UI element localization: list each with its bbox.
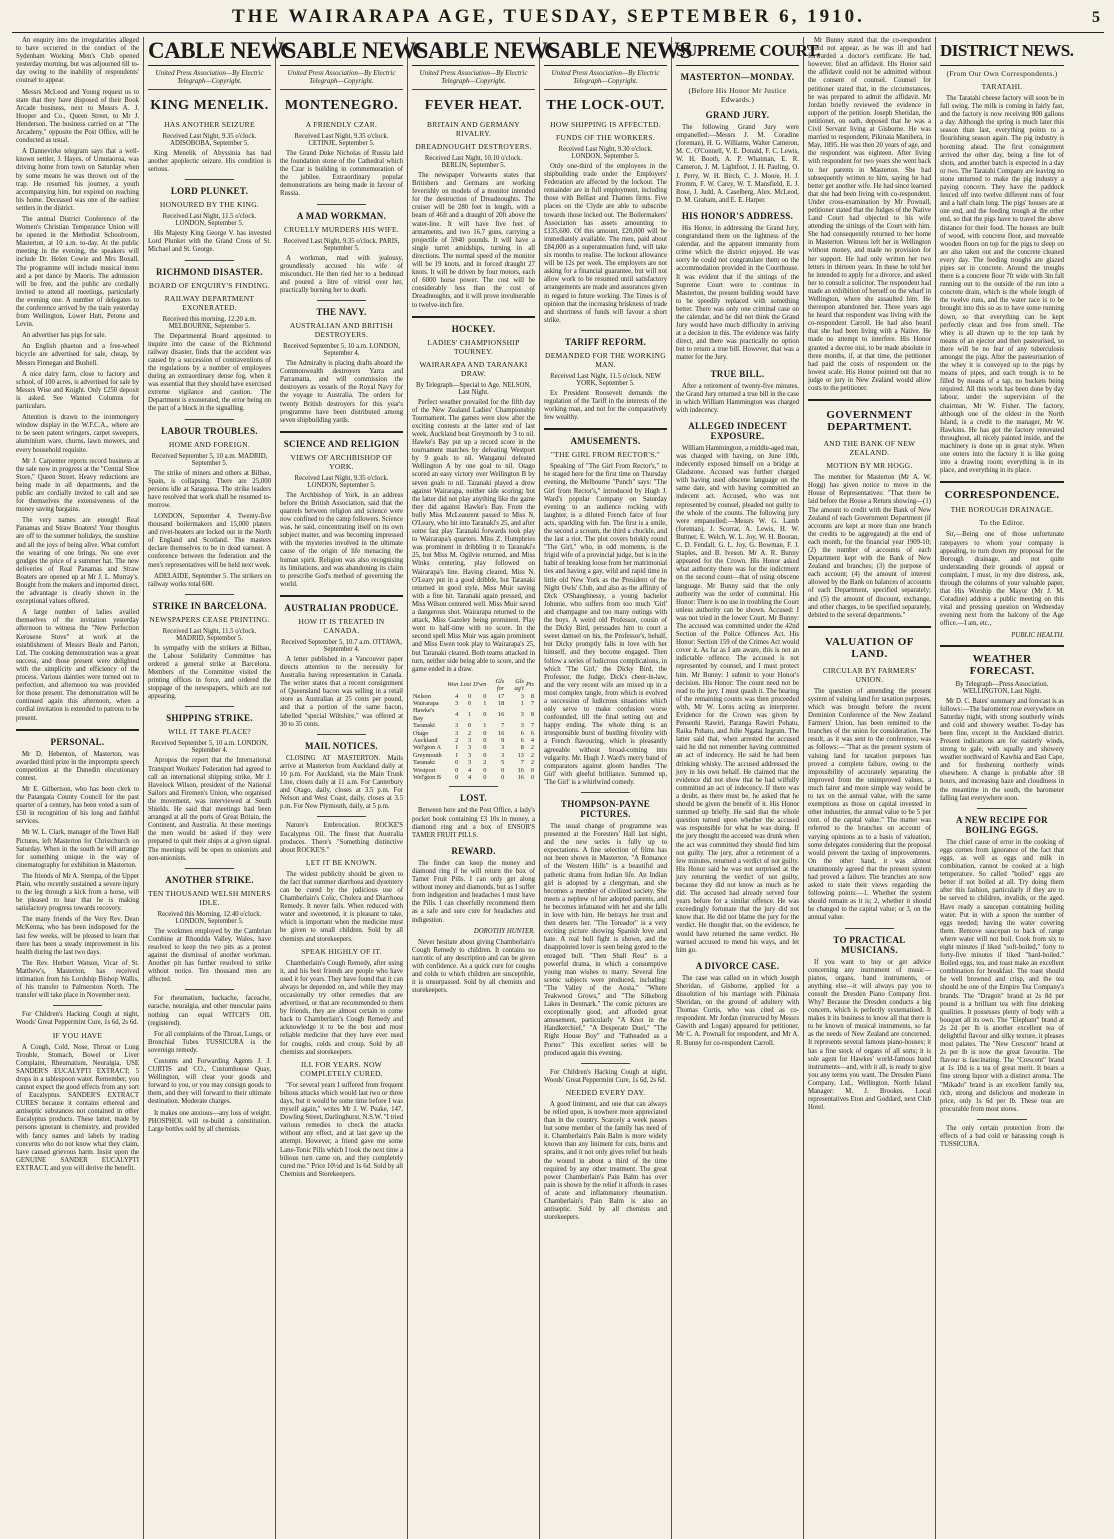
headline: ALLEGED INDECENT EXPOSURE. bbox=[688, 420, 787, 441]
advert-heading: REWARD. bbox=[451, 845, 496, 856]
table-cell: 4 bbox=[467, 774, 472, 782]
table-cell: 3 bbox=[455, 729, 459, 737]
headline: A NEW RECIPE FOR BOILING EGGS. bbox=[956, 814, 1048, 835]
paragraph: Apropos the report that the International Transport Workers' Federation had agreed to call an international shipping strike, Mr J. Havelock Wilson, president of the National Sailors and Firemen's Union, who organised the movement, was interviewed at South Shields. He said that meetings had been arranged at all the ports of Great Britain, the Continent, and Australia. At these meetings the men would be asked if they were prepared to quit their ships at a given signal. The meetings will be open to unionists and non-unionists. bbox=[148, 757, 271, 862]
table-cell: 0 bbox=[483, 729, 487, 737]
subheadline: NEWSPAPERS CEASE PRINTING. bbox=[149, 614, 270, 624]
paragraph: The question of amending the present system of valuing land for taxation purposes, which was brought before the recent Dominion Conference of the New Zealand Farmers' Union, has been remitted to the branches of the union for consideration. The result, as it was sent to the conference, was as follows:—"That as the present system of valuing land for taxation purposes has proved a complete failure, owing to the impossibility of accurately separating the improved from the unimproved values, a much fairer and more simple way would be to tax on the annual value, with the same exemptions as those on capital invested in other industries, the annual value to be 5 per cent. of the capital value." The matter was referred to the branches on account of varying opinions as to a basis of valuation, some delegates considering that the proposal would prevent the taxing of improvements. On the other hand, it was almost unanimously agreed that the present system had proved a failure. The branches are now asked to state their views regarding the following points:—1. Whether the system should remain as it is; 2, whether it should be changed to the capital value; or 3, on the annual value. bbox=[808, 687, 931, 922]
paragraph: An English phaeton and a free-wheel bicycle are advertised for sale, cheap, by Messrs Finnegan and Bushell. bbox=[16, 343, 139, 367]
paragraph: A large number of ladies availed themselves of the invitation yesterday afternoon to witness the "New Perfection Kerosene Stove" at work at the establishment of Messrs Beale and Parton, Ltd. The cooking demonstration was a great success, and those present were delighted with the simplicity and efficiency of the process. Various dainties were turned out to perfection, and afternoon tea was provided for those present. The demonstration will be continued again this afternoon, when a cordial invitation is extended to patrons to be present. bbox=[16, 609, 139, 722]
paragraph: A letter published in a Vancouver paper directs attention to the necessity for Australia having representation in Canada. The writer states that a recent consignment of Queensland bacon was selling in a retail store as Australian at 25 cents per pound, and that a portion of the same bacon, labelled "special Wiltshire," was offered at 30 to 35 cents. bbox=[280, 655, 403, 728]
dateline: Received Last Night, 9.35 o'clock. CETINJE, September 5. bbox=[294, 133, 389, 147]
divider bbox=[977, 1119, 1027, 1120]
paragraph: The Taratahi cheese factory will soon be in full swing. The milk is coming in fairly fast, and the factory is now receiving 800 gallons a day. Although the spring is much later this season than last, everything points to a flourishing season again. The pig industry is booming ahead. The first consignment arrived the other day, being a fine lot of shots, and another batch is expected in a day or two. The Taratahi Company are leaving no stone unturned to make the pig industry a paying concern. They have the paddock fenced off into twelve different runs of four and a half chain long. The pigs' houses are at one end, and the feeding trough at the other end, so that the pigs have to travel the above distance for their food. The houses are built of wood, with concrete floor, and moveable wooden floors on top for the pigs to sleep on are also taken out and the concrete cleaned every day. The feeding troughs are glazed pipes set in concrete. Around the troughs there is a concrete floor 7ft wide with 3in fall running out to the outside of the run into a concrete drain, which is the whole length of the twelve runs, and the water race is to be brought into this so as to have some running down, so that everything can be kept perfectly clean and free from smell. The whey is all drawn up to the top tank by means of an ejector and then pasteurised, so there will be no fear of any tuberculosis amongst the pigs. After the pasteurisation of the whey it is conveyed up to the pigs by means of pipes, and each trough is to be filled by means of a tap, no buckets being required. All this work has been done by day labour, under the supervision of the chairman, Mr W. Fisher. The factory, although one of the oldest in the North Island, is a credit to the manager, Mr W. Hawkins. He has got the factory renovated throughout, all nicely painted inside, and the machinery is done up in great style. When one enters into the factory it is like going into a drawing room; everything is in its place, and everything in its place. bbox=[940, 95, 1064, 475]
advert-heading: LET IT BE KNOWN. bbox=[305, 857, 378, 867]
headline: TARIFF REFORM. bbox=[564, 336, 647, 347]
paragraph: The usual change of programme was presented at the Foresters' Hall last night, and the new series is fully up to expectations. A fine selection of films has not been shown in Masterton. "A Romance of the Western Hills" is a beautiful and pathetic drama from Indian life. An Indian girl is adopted by a clergyman, and she becomes a member of civilized society. She meets a nephew of her adopted parents, and he becomes infatuated with her and she falls in love with him. He betrays her trust and then deserts her. "The Toreador" is a very exciting picture showing Spanish love and hate. A real bull fight is shown, and the disappointed lover is seen being gored to the enraged bull. "Then Shall Rest" is a powerful drama, in which a consumptive young man wishes to marry. Several fine scenic subjects were produced, including: "The Valley of the Aosta," "Where Teakwood Grows," and "The Silkeborg Lakes in Denmark." The comic pictures are exceptionally good, and afforded great amusement, particularly "A Knot in the Handkerchief," "A Desperate Duel," "The Right House Boy" and "Fatheaded as a Porter." This excellent series will be produced again this evening. bbox=[544, 823, 667, 1057]
cable-news-banner: CABLE NEWS bbox=[544, 37, 667, 66]
table-cell: 5 bbox=[501, 759, 505, 767]
table-cell: 3 bbox=[467, 737, 472, 745]
subheadline: DREADNOUGHT DESTROYERS. bbox=[415, 142, 532, 151]
dateline: By Telegraph—Press Association. WELLINGTON, Last Night. bbox=[955, 680, 1049, 695]
advert: The only certain protection from the effects of a bad cold or harassing cough is TUSSICURA. bbox=[940, 1124, 1064, 1149]
subheadline: AND THE BANK OF NEW ZEALAND. bbox=[823, 439, 916, 458]
cable-news-banner: CABLE NEWS bbox=[280, 37, 403, 66]
table-cell: 16 bbox=[497, 729, 505, 737]
dateline: Received Last Night, 10.10 o'clock. BERLIN, September 5. bbox=[424, 155, 523, 169]
table-cell: 3 bbox=[455, 700, 459, 707]
table-row bbox=[412, 700, 535, 707]
subheadline: THE BOROUGH DRAINAGE. bbox=[950, 505, 1054, 515]
table-cell: 8 bbox=[530, 692, 534, 700]
column-local-news bbox=[12, 37, 144, 1539]
headline: SCIENCE AND RELIGION bbox=[283, 438, 400, 449]
subheadline: WILL IT TAKE PLACE? bbox=[167, 727, 252, 737]
divider bbox=[280, 595, 403, 597]
table-cell: 2 bbox=[455, 737, 459, 745]
divider bbox=[16, 729, 139, 731]
table-cell: 3 bbox=[520, 711, 524, 719]
table-row bbox=[412, 767, 535, 774]
table-cell: 2 bbox=[530, 751, 534, 759]
divider bbox=[185, 179, 234, 180]
table-header-cell: Gls ag't bbox=[514, 677, 524, 693]
table-cell: Taranaki bbox=[413, 759, 435, 767]
dateline: By Telegraph—Special to Age. NELSON, Last Night. bbox=[416, 381, 531, 396]
subheadline: TEN THOUSAND WELSH MINERS IDLE. bbox=[148, 888, 271, 907]
paragraph: Only one-third of the employees in the shipbuilding trade under the Employers' Federation are affected by the lockout. The remainder are in full employment, including those with Belfast and Thames firms. Five places on the Clyde are able to subscribe towards those locked out. The Boilermakers' Association has assets amounting to £135,600. Of this amount, £20,000 will be immediately available. The men, paid about £84,000 as a superannuation fund, will take six months to realise. The lockout allowance will be 12s per week. The employers are not asking for a financial guarantee, but will not allow work to be resumed until satisfactory arrangements are made and assurances given in regard to future working. The Times is of opinion that the increasing briskness of trade and shortness of funds will favour a short strike. bbox=[544, 163, 667, 324]
table-cell: Greymouth bbox=[413, 751, 442, 759]
subheadline: HOME AND FOREIGN. bbox=[168, 439, 251, 449]
divider bbox=[185, 260, 234, 261]
table-cell: 0 bbox=[501, 766, 505, 774]
paragraph: In sympathy with the strikers at Bilbao, the Labour Solidarity Committee has ordered a general strike at Barcelona. Members of the Committee visited the printing offices in force, and ordered the stoppage of the newspapers, which are not appearing. bbox=[148, 644, 271, 701]
advert: Never hesitate about giving Chamberlain's Cough Remedy to children. It contains no narcotic of any description and can be given with confidence. As a quick cure for coughs and colds to which children are susceptible, it is unsurpassed. Sold by all chemists and storekeepers. bbox=[412, 938, 535, 995]
divider bbox=[185, 419, 234, 420]
table-cell: 2 bbox=[483, 759, 487, 767]
paragraph: The friends of Mr A. Stempa, of the Upper Plain, who recently sustained a severe injury to the leg through a kick from a horse, will be pleased to hear that he is making satisfactory progress towards recovery. bbox=[16, 872, 139, 913]
headline: GRAND JURY. bbox=[705, 110, 770, 120]
paragraph: His Honor, in addressing the Grand Jury, congratulated them on the lightness of the calendar, and the apparent immunity from crime which the district enjoyed. He was sorry he could not congratulate them on the accommodation provided in the Courthouse. It was evident that if the sittings of the Supreme Court were to continue in Masterton, the present building would have to be speedily replaced with something better. There was only one criminal case on the calendar, and he did not think the Grand Jury would have much difficulty in arriving at a decision in this. The evidence was fairly direct, and there was practically no option but to return a true bill. However, that was a matter for the Jury. bbox=[676, 224, 799, 362]
headline: THOMPSON-PAYNE PICTURES. bbox=[560, 799, 651, 819]
masthead-title: THE WAIRARAPA AGE, TUESDAY, SEPTEMBER 6, 1910. bbox=[232, 6, 865, 27]
table-cell: 13 bbox=[517, 751, 524, 759]
table-row bbox=[412, 730, 535, 737]
subheadline: BRITAIN AND GERMANY RIVALRY. bbox=[426, 120, 520, 138]
table-row bbox=[412, 774, 535, 781]
table-cell: 1 bbox=[455, 751, 459, 759]
subheadline: WAIRARAPA AND TARANAKI DRAW. bbox=[419, 359, 528, 378]
masthead bbox=[12, 6, 1104, 33]
table-cell: 16 bbox=[517, 774, 524, 782]
advert: The widest publicity should be given to the fact that summer diarrhoea and dysentery can be cured by the judicious use of Chamberlain's Colic, Cholera and Diarrhoea Remedy. It never fails. When reduced with water and sweetened, it is pleasant to take, which is important when the medicine must be given to small children. Sold by all chemists and storekeepers. bbox=[280, 870, 403, 943]
table-cell: 16 bbox=[497, 711, 505, 719]
table-cell: 2 bbox=[530, 759, 534, 767]
headline: AUSTRALIAN PRODUCE. bbox=[284, 602, 399, 613]
divider bbox=[845, 928, 894, 929]
headline: MAIL NOTICES. bbox=[305, 740, 378, 751]
advert-heading: ILL FOR YEARS. NOW COMPLETELY CURED. bbox=[300, 1059, 383, 1078]
paragraph: Perfect weather prevailed for the fifth day of the New Zealand Ladies' Championship Tournament. The games were slow after the exciting contests at the latter end of last week. Auckland beat Greymouth by 3 to nil. Hawke's Bay put up a record score in the tournament matches by defeating Westport by 9 goals to nil. Wanganui defeated Wellington A by one goal to nil. Otago scored an easy victory over Wellington B by seven goals to nil. Taranaki played a drew against Wairarapa, neither side scoring; but the latter did not play anything like the game they did against Hawke's Bay. From the bully Miss McLeaurent passed to Miss N. O'Leary, who hit into Taranaki's 25, and after some fast play Taranaki forwards took play to Wairarapa's quarters. Miss Z. Humphries was prominent in dribbling it to Taranaki's 25, but Miss M. Ogilvie returned, and Miss Winks centering, play followed on Wairarapa's line. Having cleared, Miss N. O'Leary put in a good dribble, but Taranaki returned in good style, Miss Muir saving with a fine hit. Taranaki again pressed, and Miss Wilson centered well. Miss Muir saved a dangerous shot. Wairarapa returned to the attack, Miss Gazeley being prominent. Play went to half-time with no score. In the second spell Miss Muir was again prominent and Miss Ewen took play to Wairarapa's 25, but Taranaki cleared. Both teams attacked in turn, neither side being able to score, and the game ended in a draw. bbox=[412, 398, 535, 673]
paragraph: Messrs McLeod and Young request us to state that they have disposed of their Book Arcade business, next to Messrs A. J. Hooper and Co., Queen Street, to Mr J. Henderson. The business carried on at "The Arcadeny," opposite the Post Office, will be conducted as usual. bbox=[16, 88, 139, 145]
divider bbox=[53, 1005, 102, 1006]
headline: HOCKEY. bbox=[451, 323, 496, 334]
table-row bbox=[412, 722, 535, 729]
headline: A MAD WORKMAN. bbox=[296, 210, 387, 221]
table-row bbox=[412, 707, 535, 722]
table-header-cell bbox=[412, 678, 446, 693]
dateline: Received September 5, 10 a.m. LONDON, September 4. bbox=[151, 740, 268, 755]
table-row bbox=[412, 693, 535, 700]
headline: RICHMOND DISASTER. bbox=[156, 266, 263, 277]
dateline: Received Last Night, 9.30 o'clock. LONDON, September 5. bbox=[558, 146, 653, 160]
headline: FEVER HEAT. bbox=[424, 98, 523, 113]
subheadline: CRUELLY MURDERS HIS WIFE. bbox=[283, 224, 400, 234]
place-heading: TARATAHI. bbox=[981, 82, 1023, 91]
table-header-cell: D'wn bbox=[473, 681, 487, 689]
paragraph: The annual District Conference of the Women's Christian Temperance Union will be opened in the Methodist Schoolroom, Masterton, at 10 a.m. to-day. At the public meeting in the evening, the speakers will include Dr. Helen Cowie and Mrs Boxall. The programme will include musical items and a pot dance by Maoris. The admission will be free, and the public are cordially invited to attend all meetings, particularly the evening one. A number of delegates to the conference arrived by the train yesterday from Wellington, Lower Hutt, Petone and Levin. bbox=[16, 215, 139, 329]
table-cell: 0 bbox=[501, 774, 505, 782]
table-cell: Auckland bbox=[413, 737, 438, 745]
dateline: Received September 5, 10 a.m. MADRID, September 5. bbox=[151, 452, 268, 467]
subheadline: FUNDS OF THE WORKERS. bbox=[556, 133, 655, 142]
paragraph: The chief cause of error in the cooking of eggs comes from ignorance of the fact that eggs, as well as eggs and milk in combination, cannot be cooked at a high temperature. So called "boiled" eggs are better if not boiled at all. Try doing them after this fashion, particularly if they are to be served to children, invalids, or the aged. Have ready a saucepan containing boiling water. Put in with a spoon the number of eggs needed; having the water covering them. Remove saucepan to back of range where water will not boil. Cook from six to eight minutes if liked "soft-boiled," forty to forty-five minutes if liked "hard-boiled." Boiled eggs, tea, and toast make an excellent combination for breakfast. The toast should be well browned and crisp, and the tea should be one of the Empire Tea Company's brands. The "Dragon" brand at 2s 8d per pound is a brilliant tea with fine drinking qualities. It possesses plenty of body with a bouquet all its own. The "Elephant" brand at 2s 2d per lb is another excellent tea of delightful flavour and silky texture, it pleases most palates. The "New Crescent" brand at 2s per lb is now the great favourite. The flavour is fascinating. The "Crescent" brand at 1s 10d is a tea of great merit. It bears a fine strong liquor with a distinct aroma. The "Mikado" brand is an excellent family tea, rich, strong and delicious and moderate in price, only 1s 6d per lb. These teas are procurable from most stores. bbox=[940, 838, 1064, 1113]
table-cell: 4 bbox=[467, 766, 472, 774]
table-cell: 1 bbox=[483, 700, 487, 707]
dateline: Received September 5, 10 a.m. LONDON, September 4. bbox=[283, 343, 400, 358]
dateline: Received Last Night, 9.35 o'clock. ADISOBOBA, September 5. bbox=[162, 133, 257, 147]
divider bbox=[581, 1063, 630, 1064]
dateline: Received this morning, 12.20 a.m. MELBOURNE, September 5. bbox=[162, 315, 257, 330]
divider bbox=[977, 808, 1027, 809]
paragraph: LONDON, September 4. Twenty-five thousand boilermakers and 15,000 platers and rivet-heaters are locked out in the North of England and Scotland. The masters declare themselves to be in dead earnest. A conference between the federation and the men's representatives will be held next week. bbox=[148, 512, 271, 569]
headline: A DIVORCE CASE. bbox=[695, 960, 780, 971]
table-cell: 7 bbox=[501, 722, 505, 730]
column-cable-3 bbox=[408, 37, 560, 1539]
subheadline: RAILWAY DEPARTMENT EXONERATED. bbox=[164, 293, 255, 312]
table-cell: 0 bbox=[530, 766, 534, 774]
table-cell: 7 bbox=[520, 759, 524, 767]
paragraph: William Hammington, a middle-aged man, was charged with having, on June 10th, indecently exposed himself on a bridge at Gladstone. Accused was further charged with having used obscene language on the same date, and with having committed an indecent act. Accused, who was not represented by counsel, pleaded not guilty to the whole of the counts. The following jury were empanelled:—Messrs W. G. Lamb (foreman), J. Scorrar, A. Lewis, H. W. Buttner, E. Welch, W. L. Joy, W. H. Booran, C. D. Fendall, G. L. Joy, G. Bowman, F. J. Staples, and B. Iveson. Mr A. R. Bunny appeared for the Crown. His Honor asked what authority there was for the indictment on the second count—that of using obscene language. Mr Bunny said that the only authority was the order of committal. His Honor: There is no use in troubling the Court unless authority can be shown. Accused: I was not tried in the lower Court. Mr Bunny: The accused was committed under the 42nd Section of the Police Offences Act. His Honor: Section 159 of the Crimes Act would cover it. As far as I am aware, this is not an indictable offence. The accused is not represented by counsel, and I must protect him. Mr Bunny: I submit to your Honor's decision. His Honor: The count need not be read to the jury. I must quash it. The hearing of the remaining counts was then proceeded with, Mr W. Lorns acting as interpreter. Evidence for the Crown was given by Pensenhi Rawiri, Paranga Rawiri Pohatu, Raika Pohatu, and Julie Ngatai Ingram. The latter said that, when arrested the accused said he did not remember having committed an act of indecency. He said he had been drinking whisky. The accused addressed the jury in his own behalf. He claimed that the evidence did not show that he had wilfully committed an act of indecency. If there was a doubt, as there must be, he asked that he should be given the benefit of it. His Honor summed up briefly. He said that the whole question turned upon whether the accused was responsible for what he was doing. If the jury thought the accused was drunk when the act was committed they should find him not guilty. The jury, after a retirement of a few minutes, returned a verdict of not guilty. His Honor said he was not surprised at the jury returning the verdict of not guilty, because they did not know as much as he did. The accused had already served four years before for a similar offence. He was exceedingly fortunate that the jury did not know that. He did not blame the jury for the verdict. He thought that, on the evidence, he would have returned the same verdict. He warned accused to mend his ways, and let him go. bbox=[676, 444, 799, 954]
headline: TRUE BILL. bbox=[710, 368, 765, 379]
table-header-cell: Won bbox=[447, 681, 459, 689]
paragraph: An enquiry into the irregularities alleged to have occurred in the conduct of the Sydenham Working Men's Club opened yesterday morning, but was adjourned till to-day owing to the inability of respondents' counsel to appear. bbox=[16, 37, 139, 85]
table-cell: 0 bbox=[483, 744, 487, 752]
advert: For Children's Hacking Cough at night, Woods' Great Peppermint Cure, 1s 6d, 2s 6d. bbox=[544, 1068, 667, 1084]
dateline: Received Last Night, 9.35 o'clock. PARIS, September 5. bbox=[283, 237, 400, 252]
paragraph: If you want to buy or get advice concerning any instrument of music—pianos, organs, band instruments, or anything else—it will always pay you to consult the Dresden Piano Company first. Why? Because the Dresden conducts a big concern, which is perfectly systematised. It makes it its business to know all that there is to be known of musical instruments, so far as the needs of New Zealand are concerned. It represents several famous piano-houses; it has a fine stock of organs of all sorts; it is sole agent for Hawkes' world-famous band instruments—and, with it all, is ready to give you any terms you want. The Dresden Piano Company, Ltd., Wellington. North Island Manager: M. J. Brookes. Local representatives Eton and Goddard, next Club Hotel. bbox=[808, 958, 931, 1112]
paragraph: Mr J. Carpenter reports record business at the sale now in progress at the "Central Shoe Store," Queen Street. Heavy reductions are being made in all departments, and the public are cordially invited to call and see for themselves the extensiveness of the money saving bargains. bbox=[16, 457, 139, 514]
headline: MONTENEGRO. bbox=[284, 98, 399, 113]
table-cell: Taranaki bbox=[413, 722, 435, 730]
table-row bbox=[412, 744, 535, 751]
advert: For Children's Hacking Cough at night, Woods' Great Peppermint Cure, 1s 6d, 2s 6d. bbox=[16, 1011, 139, 1027]
subheadline: LADIES' CHAMPIONSHIP TOURNEY. bbox=[427, 337, 520, 356]
headline: LORD PLUNKET. bbox=[170, 186, 249, 197]
divider bbox=[581, 792, 630, 793]
advert: "For several years I suffered from frequent bilious attacks which would last two or three days, but it would be some time before I was myself again," writes Mr J. W. Peake, 147, Dowling Street, Darlinghurst, N.S.W. "I tried various remedies to check the attacks without any effect, and at last gave up the attempt. However, a friend gave me some Lane-Tonic Pills which I took the next time a bilious turn came on, and they completely cured me." Price 10½d and 1s 6d. Sold by all Chemists and Storekeepers. bbox=[280, 1081, 403, 1178]
table-cell: Otago bbox=[413, 729, 429, 737]
subheadline: MOTION BY MR HOGG. bbox=[826, 461, 913, 471]
table-cell: 3 bbox=[501, 751, 505, 759]
subheadline: A FRIENDLY CZAR. bbox=[305, 120, 378, 129]
divider bbox=[185, 989, 234, 990]
paragraph: The case was called on in which Joseph Sheridan, of Gisborne, applied for a dissolution of his marriage with Pikinaia Sheridan, on the ground of adultery with Thomas Curtis, who was cited as co-respondent. Mr Jordan (instructed by Messrs Gawith and Logan) appeared for petitioner, Mr C. A. Pownall for respondent, and Mr A. R. Bunny for co-respondent Carroll. bbox=[676, 974, 799, 1047]
advert: Chamberlain's Cough Remedy, after using it, and his best friends are people who have used it for years. They have found that it can always be depended on, and while they may occasionally try other remedies that are advertised, or that are recommended to them by friends, they are almost certain to come back to Chamberlain's Cough Remedy and acknowledge it to be the best and most reliable medicine that they have ever used for coughs, colds and croup. Sold by all chemists and storekeepers. bbox=[280, 959, 403, 1056]
paragraph: Mr E. Gilbertson, who has been clerk to the Patangata County Council for the past quarter of a century, has been voted a sum of £50 in recognition of his long and faithful services. bbox=[16, 785, 139, 826]
advert-heading: IF YOU HAVE bbox=[52, 1030, 103, 1040]
paragraph: The very names are enough! Real Panamas and Straw Boaters! Your thoughts are off to the summer holidays, the sunshine and all the joys of being alive. What comfort the wearing of one brings. No one ever grudges the price of a summer hat. The new deliveries of Real Panamas and Straw Boaters are opened up at Mr J. L. Murray's. Bought from the makers and imported direct, the advantage is clearly shown in the exceptional values offered. bbox=[16, 517, 139, 606]
advert: A Cough, Cold, Nose, Throat or Lung Trouble, Stomach, Bowel or Liver Complaint, Rheumatism, Neuralgia, USE SANDER'S EUCALYPTI EXTRACT; 5 drops in a tablespoon water. Remember, you cannot expect the good effects from any sort of Eucalyptus. SANDER'S EXTRACT CURES because it contains ethereal and antiseptic substances not contained in other Eucalyptus products. These latter, made by persons ignorant in chemistry, and provided with fancy names and labels by trading concerns who do not know what they claim, have caused grievous harm. Insist upon the GENUINE SANDER EUCALYPTI EXTRACT, and you will derive the benefit. bbox=[16, 1043, 139, 1172]
paragraph: Sir,—Being one of those unfortunate ratepayers to whom your company is appealing, to turn down my proposal for the Borough drainage, and not quite understanding their grounds of appeal or complaint, I must, in my dire distress, ask, through the columns of your valuable paper, that His Worship the Mayor (Mr J. M. Coradine) address a public meeting on this vital and pressing question on Wednesday evening next from the balcony of the Age office.—I am, etc., bbox=[940, 531, 1064, 628]
table-cell: 3 bbox=[520, 692, 524, 700]
paragraph: The newspaper Vorwaerts states that Britishers and Germans are working feverishly on models of a monitor intended for the destruction of Dreadnoughts. The cruiser will be 280 feet in length, with a beam of 46ft and a draught of 20ft above the water-line. It will have five feet of armaments, and two 16.7 guns, carrying a projectile of 5940 pounds. It will have a single turret amidships, turning in all directions. The normal speed of the monitor will be 19 knots, and in forced draught 27 knots. It will be driven by four motors, each of 6000 horse power. The cost will be considerably less than the cost of Dreadnoughts, and it will prove invulnerable to twelve-inch fire. bbox=[412, 172, 535, 309]
headline: LABOUR TROUBLES. bbox=[161, 425, 258, 436]
column-supreme-court bbox=[672, 37, 821, 1539]
table-cell: 18 bbox=[497, 700, 505, 707]
divider bbox=[808, 399, 931, 401]
advert: Nature's Embrocation. ROCKE'S Eucalyptus Oil. The finest that Australia produces. There's "Something distinctive about ROCKE'S." bbox=[280, 822, 403, 854]
table-cell: Nelson bbox=[413, 692, 431, 700]
table-cell: 0 bbox=[455, 774, 459, 782]
letter-salutation: To the Editor. bbox=[979, 518, 1025, 528]
cable-news-banner: CABLE NEWS bbox=[148, 37, 271, 66]
paragraph: CLOSING AT MASTERTON. Mails arrive at Masterton from Auckland daily at 10 p.m. For Auckland, via the Main Trunk Line, closes daily at 11 a.m. For Canterbury and Otago, daily, closes at 3.5 p.m. For Nelson and West Coast, daily, closes at 3.5 p.m. For New Plymouth, daily, at 5 p.m. bbox=[280, 754, 403, 811]
subheadline: (Before His Honor Mr Justice Edwards.) bbox=[688, 86, 787, 104]
paragraph: After a retirement of twenty-five minutes, the Grand Jury returned a true bill in the case in which William Hammington was charged with indecency. bbox=[676, 382, 799, 414]
paragraph: The Departmental Board appointed to inquire into the cause of the Richmond railway disaster, finds that the accident was caused by a succession of contraventions of the regulations by a number of employees during an extraordinary dense fog, when it was essential that they should have exercised extreme vigilance and caution. The Department is exonerated, the error being on the part of a block in the signalling. bbox=[148, 332, 271, 413]
agency-line: United Press Association—By Electric Telegraph—Copyright. bbox=[544, 69, 667, 90]
divider bbox=[317, 734, 366, 735]
table-cell: 1 bbox=[483, 722, 487, 730]
paragraph: The following Grand Jury were empanelled:—Messrs J. M. Coradine (foreman), H. G. Williams, Walter Cameron, M. C. O'Connell, V. E. Donald, F. C. Lewis, W. H. Booth, A. P. Whatman, E. R. Cameron, J. M. Lightfoot, J. H. Pauling, O. J. Perry, W. H. Birch, C. J. Moore, H. J. Fromm, F. W. Carey, W. T. Mansfield, E. J. Rose, J. Judd, A. Caselberg, Alex. McLeod, D. M. Graham, and E. E. Harper. bbox=[676, 124, 799, 204]
agency-line: United Press Association—By Electric Telegraph—Copyright. bbox=[280, 69, 403, 90]
paragraph: Speaking of "The Girl From Rector's," to be staged here for the first time on Thursday evening, the Melbourne "Punch" says: "The Girl from Rector's," introduced by Hugh J. Ward's popular Company on Saturday evening to an audience rocking with laughter, is a diluted French farce of four acts, sparkling with fun. The first is a smile, the second a scream, the third a chuckle, and the last a riot. The plot covers briskly round "The Girl," who, in odd moments, is the frigid wife of a provincial judge, but is in the habit of breaking loose from her matrimonial ties and having a gay, wild and rapid time in little old New York as the President of the Night Owls' Club, and also as the affinity of Dick O'Shaughnessy, a young bachelor Johnnie, who suffers from too much 'Girl' and champagne and too many outings with the boys. A weird old Professor, cousin of the Dicky Bird, persuades him to court a sweet damsel on his, the Professor's, behalf, but Dicky promptly falls in love with her himself, and they become engaged. Then follow a series of ludicrous complications, in which 'The Girl,' the Dicky Bird, the Professor, the Judge, Dick's cheer-in-law, and the very recent wife are mixed up in a most complex tangle, from which is evolved a succession of ludicrous situations which only serve to make confusion worse confounded, till the final setting out and happy ending. The whole thing is an irresponsible burst of bustling frivolity with a French flavouring, which is pleasantly agreeable without broad-coming into vulgarity. Mr. Hugh J. Ward's merry band of comparators against gloom handles 'The Girl' with gleeful brilliance. Summed up, 'The Girl' is a whirlwind comedy. bbox=[544, 463, 667, 786]
table-cell: 0 bbox=[483, 711, 487, 719]
table-cell: 0 bbox=[483, 737, 487, 745]
advert-heading: SPEAK HIGHLY OF IT. bbox=[301, 946, 382, 956]
table-row bbox=[412, 737, 535, 744]
headline: AMUSEMENTS. bbox=[570, 436, 641, 447]
column-district-news bbox=[936, 37, 1074, 1539]
table-cell: 1 bbox=[520, 700, 524, 707]
table-cell: 6 bbox=[530, 729, 534, 737]
advert: For all complaints of the Throat, Lungs, or Bronchial Tubes TUSSICURA is the sovereign remedy. bbox=[148, 1030, 271, 1054]
dateline: Received this Morning, 12.40 o'clock. LONDON, September 5. bbox=[157, 910, 262, 925]
table-cell: 4 bbox=[455, 711, 459, 719]
table-header-cell: Pts bbox=[525, 681, 534, 689]
divider bbox=[940, 645, 1064, 647]
table-cell: Wairarapa bbox=[413, 700, 439, 707]
paragraph: The Grand Duke Nicholas of Russia laid the foundation stone of the Cathedral which the Czar is building in commemoration of the jubilee. Extraordinary popular demonstrations are being made in favour of Russia. bbox=[280, 150, 403, 198]
table-cell: 6 bbox=[520, 729, 524, 737]
divider bbox=[185, 706, 234, 707]
signature: PUBLIC HEALTH. bbox=[1011, 631, 1064, 639]
table-header-cell: Lost bbox=[460, 681, 472, 689]
table-cell: 2 bbox=[467, 729, 472, 737]
divider bbox=[544, 428, 667, 430]
advert: A good liniment, and one that can always be relied upon, is nowhere more appreciated than in the country. Scarcely a week passes but some member of the family has need of it. Chamberlain's Pain Balm is more widely known than any liniment for cuts, burns and sprains, and it not only gives relief but heals the wound in about a third of the time required by any other treatment. The great power Chamberlain's Pain Balm has over pain is shown by the relief it affords in cases of acute and inflammatory rheumatism. Chamberlain's Pain Balm is also an antiseptic. Sold by all chemists and storekeepers. bbox=[544, 1100, 667, 1222]
table-cell: 0 bbox=[530, 774, 534, 782]
paragraph: An advertiser has pigs for sale. bbox=[22, 332, 107, 340]
hockey-standings-table bbox=[412, 678, 535, 782]
paragraph: The Rev. Herbert Watson, Vicar of St. Matthew's, Masterton, has received intimation from his Lordship Bishop Wallis, of his transfer to Palmerston North. The transfer will take place in November next. bbox=[16, 959, 139, 1000]
subheadline: "THE GIRL FROM RECTOR'S." bbox=[550, 450, 661, 460]
table-cell: 0 bbox=[455, 759, 459, 767]
advert-heading: LOST. bbox=[459, 793, 488, 804]
headline: MASTERTON—MONDAY. bbox=[680, 72, 795, 82]
agency-line: United Press Association—By Electric Telegraph—Copyright. bbox=[148, 69, 271, 90]
paragraph: Mr D. Hebenton, of Masterton, was awarded third prize in the impromptu speech competition at the Dunedin elocutionary contest. bbox=[16, 750, 139, 782]
paragraph: ADELAIDE, September 5. The strikers on railway works total 600. bbox=[148, 572, 271, 588]
dateline: Received Last Night, 11.5 o'clock. NEW YORK, September 5. bbox=[550, 372, 661, 387]
table-cell: 7 bbox=[530, 722, 534, 730]
paragraph: A Dannevirke telegram says that a well-known settler, J. Hayes, of Umutaoroa, was driving home from town on Saturday when by some means he was thrown out of the trap. He resumed his journey, a youth accompanying him, but expired on reaching his home. Deceased was one of the earliest settlers in the district. bbox=[16, 148, 139, 212]
paragraph: The strike of miners and others at Bilbao, Spain, is collapsing. There are 25,000 persons idle at Saragossa. The strike leaders have resolved that work shall be resumed to-morrow. bbox=[148, 469, 271, 509]
divider bbox=[185, 868, 234, 869]
column-cable-4 bbox=[540, 37, 692, 1539]
table-cell: Wel'gton B bbox=[413, 774, 442, 782]
subheadline: HONOURED BY THE KING. bbox=[159, 200, 260, 210]
paragraph: The Archbishop of York, in an address before the British Association, said that the quarrels between religion and science were now confined to the camp followers. Science was, he said, concentrating itself on its own subject matter, and was becoming impressed with the mysteries involved in the ultimate cause of the origin of life menacing the human spirit. Religion was also recognising its limitations, and was abandoning its claim to prescribe God's method of governing the world. bbox=[280, 491, 403, 588]
signature: DOROTHY HUNTER. bbox=[473, 927, 535, 935]
advert: It makes one anxious—any loss of weight. PHOSPHOL will re-build a constitution. Large bottles sold by all chemists. bbox=[148, 1109, 271, 1133]
divider bbox=[185, 594, 234, 595]
advert-heading: NEEDED EVERY DAY. bbox=[565, 1087, 646, 1097]
table-cell: 3 bbox=[501, 744, 505, 752]
paragraph: Mr W. L. Clark, manager of the Town Hall Pictures, left Masterton for Christchurch on Saturday. When in the south he will arrange for something unique in the way of cinematography for exhibition in Masterton. bbox=[16, 829, 139, 869]
subheadline: (From Our Own Correspondents.) bbox=[946, 69, 1058, 78]
headline: SHIPPING STRIKE. bbox=[166, 713, 253, 724]
table-cell: 0 bbox=[455, 766, 459, 774]
paragraph: Mr D. C. Bates' summary and forecast is as follows:—The barometer rose everywhere on Saturday night, with strong southerly winds and cold and showery weather. To-day has been fine, except in the Auckland district. Present indications are for easterly winds, strong to gale, with squally and showery weather northward of Kawhia and East Cape, and for freshening northerly winds elsewhere. A change is probable after 18 hours, and increasing haze and cloudiness in the meantime in the south, the barometer falling fast everywhere soon. bbox=[940, 697, 1064, 802]
table-cell: 4 bbox=[530, 737, 534, 745]
table-cell: Westport bbox=[413, 766, 436, 774]
subheadline: HOW IT IS TREATED IN CANADA. bbox=[298, 616, 385, 635]
subheadline: DEMANDED FOR THE WORKING MAN. bbox=[545, 350, 666, 369]
correspondence-banner: CORRESPONDENCE. bbox=[944, 489, 1060, 502]
paragraph: The Admiralty is placing drafts aboard the Commonwealth destroyers Yarra and Parramatta, and will commission the destroyers as vessels of the Royal Navy for the voyage to Australia. The orders for twenty British destroyers for this year's programme have been distributed among seven shipbuilding yards. bbox=[280, 360, 403, 424]
weather-banner: WEATHER FORECAST. bbox=[969, 652, 1035, 677]
paragraph: King Menelik of Abyssinia has had another apoplectic seizure. His condition is serious. bbox=[148, 150, 271, 174]
divider bbox=[317, 300, 366, 301]
divider bbox=[317, 816, 366, 817]
column-grid bbox=[12, 37, 1104, 1539]
headline: KING MENELIK. bbox=[150, 98, 269, 113]
table-header-cell: Gls for bbox=[495, 677, 505, 693]
subheadline: AUSTRALIAN AND BRITISH DESTROYERS. bbox=[289, 321, 394, 340]
paragraph: The workmen employed by the Cambrian Combine at Rhondda Valley, Wales, have resolved to keep the two pits as a protest against the dismissal of another workman. Another pit has further resolved to strike without notice. Ten thousand men are affected. bbox=[148, 927, 271, 984]
subheadline: HOW SHIPPING IS AFFECTED. bbox=[550, 120, 661, 129]
agency-line: United Press Association—By Electric Telegraph—Copyright. bbox=[412, 69, 535, 90]
dateline: Received Last Night, 11.5 o'clock. LONDON, September 5. bbox=[162, 213, 257, 228]
divider bbox=[412, 316, 535, 318]
table-cell: 9 bbox=[501, 737, 505, 745]
subheadline: CIRCULAR BY FARMERS' UNION. bbox=[822, 665, 917, 684]
divider bbox=[581, 330, 630, 331]
subheadline: VIEWS OF ARCHBISHOP OF YORK. bbox=[290, 452, 393, 471]
paragraph: A workman, mad with jealousy, groundlessly accused his wife of misconduct. He then tied her to a bedstead and poured a litre of vitriol over her, practically burning her to death. bbox=[280, 254, 403, 294]
cable-news-banner: CABLE NEWS bbox=[412, 37, 535, 66]
headline: GOVERNMENT DEPARTMENT. bbox=[826, 409, 913, 434]
divider bbox=[940, 481, 1064, 483]
table-cell: 3 bbox=[467, 759, 472, 767]
divider bbox=[449, 786, 498, 787]
table-cell: 0 bbox=[467, 692, 472, 700]
paragraph: Mr Bunny stated that the co-respondent could not appear, as he was ill and had forwarded a doctor's certificate. He had, however, filed an affidavit. His Honor said the affidavit could not be admitted without the consent of counsel. Counsel for petitioner stated that, in the circumstances, he was prepared to admit the affidavit. Mr Jordan briefly reviewed the evidence in support of the petition. Joseph Sheridan, the petitioner, on oath, deposed that he was a Civil Servant living at Gisborne. He was married to respondent, Pikinaia Manihera, in May, 1895. He was then 20 years of age, and the respondent was eighteen. After living with respondent for two years she went back to her parents in Masterton. She had subsequently written to him, saying he had better get another wife. He had since learned that she had been living with co-respondent. Under cross-examination by Mr Pownall, petitioner stated that the Judges of the Native Land Court had objected to his wife attending the sittings of the Court with him. She had consequently returned to her home in Masterton. Witness left her in Wellington without money, and made no provision for her support. He had only written her two letters in thirteen years. In these he told her he intended to apply for a divorce, and asked her to consult a solicitor. The respondent had made an exhibition of herself on the wharf in Wellington, where she assaulted him. He thereupon abandoned her. Three years ago he heard that respondent was living with the co-respondent Carroll. He had also heard that she had been living with a Native. He made no attempt to interfere. His Honor granted a decree nisi, to be made absolute in three months, if, at that time, the petitioner had paid the costs of respondent on the lowest scale. His Honor pointed out that no judge or jury in New Zealand would allow costs to the petitioner. bbox=[808, 37, 931, 393]
advert: For rheumatism, backache, faceache, earache, neuralgia, and other muscular pains nothing can equal WITCH'S OIL (registered). bbox=[148, 995, 271, 1027]
table-cell: 16 bbox=[517, 766, 524, 774]
paragraph: Attention is drawn to the ironmongery window display in the W.F.C.A., where are to be seen patent wringers, carpet sweepers, aluminium ware, churns, lawn mowers, and every household requisite. bbox=[16, 414, 139, 454]
table-cell: 17 bbox=[497, 692, 505, 700]
headline: THE NAVY. bbox=[316, 307, 367, 318]
column-cable-1 bbox=[144, 37, 296, 1539]
table-cell: 4 bbox=[455, 692, 459, 700]
headline: THE LOCK-OUT. bbox=[546, 98, 665, 113]
table-row bbox=[412, 759, 535, 766]
supreme-court-banner: SUPREME COURT. bbox=[676, 37, 799, 66]
table-cell: Wel'gton A bbox=[413, 744, 442, 752]
dateline: Received Last Night, 9.35 o'clock. LONDON, September 5. bbox=[294, 474, 389, 489]
table-cell: 6 bbox=[520, 737, 524, 745]
headline: STRIKE IN BARCELONA. bbox=[152, 600, 267, 611]
divider bbox=[808, 626, 931, 628]
table-cell: 2 bbox=[530, 744, 534, 752]
district-news-banner: DISTRICT NEWS. bbox=[940, 37, 1064, 66]
table-cell: Hawke's Bay bbox=[413, 707, 435, 722]
page-number: 5 bbox=[1092, 9, 1100, 26]
table-cell: 8 bbox=[520, 744, 524, 752]
divider bbox=[280, 431, 403, 433]
paragraph: His Majesty King George V. has invested Lord Plunket with the Grand Cross of St. Michael and St. George. bbox=[148, 230, 271, 254]
table-cell: 3 bbox=[467, 744, 472, 752]
column-court-continued bbox=[804, 37, 936, 1539]
table-cell: 3 bbox=[467, 751, 472, 759]
table-cell: 0 bbox=[483, 774, 487, 782]
table-cell: 3 bbox=[455, 722, 459, 730]
advert: Customs and Forwarding Agents J. J. CURTIS and CO., Customhouse Quay, Wellington, will clear your goods and forward to you, or you may consign goods to them, and they will forward to their ultimate destination. Moderate charges. bbox=[148, 1058, 271, 1106]
table-cell: 0 bbox=[483, 751, 487, 759]
table-cell: 0 bbox=[467, 722, 472, 730]
table-cell: 1 bbox=[455, 744, 459, 752]
table-cell: 0 bbox=[483, 766, 487, 774]
paragraph: The member for Masterton (Mr A. W. Hogg) has given notice to move in the House of Representatives: "That there be laid before the House a Return showing—(1) The amount to credit with the Bank of New Zealand of each Government Department (if accounts are kept at more than one branch the credits to be aggregated) at the end of each month, for the financial year 1909-10; (2) the number of accounts of each Department kept with the Bank of New Zealand and branches; (3) the purpose of each account; (4) the amount of interest allowed by the Bank on balances of accounts of each Department, specified separately; and (5) the amount of discount, exchange, and other charges, to be specified separately, debited to the several departments." bbox=[808, 474, 931, 619]
table-cell: 7 bbox=[530, 700, 534, 707]
table-row bbox=[412, 752, 535, 759]
table-cell: 1 bbox=[467, 711, 472, 719]
advert: Between here and the Post Office, a lady's pocket book containing £3 10s in money, a diamond ring and a box of ENSOR'S TAMER FRUIT PILLS. bbox=[412, 807, 535, 839]
subheadline: BOARD OF ENQUIRY'S FINDING. bbox=[148, 280, 271, 290]
dateline: Received Last Night, 11.5 o'clock. MADRID, September 5. bbox=[162, 627, 257, 642]
table-cell: 8 bbox=[530, 711, 534, 719]
subheadline: HAS ANOTHER SEIZURE bbox=[164, 120, 255, 129]
table-cell: 3 bbox=[520, 722, 524, 730]
headline: VALUATION OF LAND. bbox=[824, 635, 915, 660]
table-cell: 0 bbox=[467, 700, 472, 707]
headline: ANOTHER STRIKE. bbox=[165, 874, 254, 885]
divider bbox=[317, 204, 366, 205]
advert: The finder can keep the money and diamond ring if he will return the box of Tamer Fruit Pills. I can only get along without money and diamonds, but as I suffer from indigestion and headaches I must have the Pills. I can cheerfully recommend them as a safe and sure cure for headaches and indigestion. bbox=[412, 859, 535, 924]
paragraph: Ex President Roosevelt demands the regulation of the Tariff in the interests of the working man, and not for the comparatively few wealthy. bbox=[544, 389, 667, 422]
table-cell: 0 bbox=[483, 692, 487, 700]
paragraph: The many friends of the Very Rev. Dean McKenna, who has been indisposed for the last few weeks, will be pleased to learn that there has been a steady improvement in his health during the last two days. bbox=[16, 916, 139, 956]
headline: HIS HONOR'S ADDRESS. bbox=[681, 210, 794, 221]
paragraph: A nice dairy farm, close to factory and school, of 100 acres, is advertised for sale by Messrs Wise and Knight. Only £250 deposit is asked. See Wanted Columns for particulars. bbox=[16, 370, 139, 411]
heading-personal: PERSONAL. bbox=[50, 736, 105, 747]
headline: TO PRACTICAL MUSICIANS. bbox=[833, 934, 906, 955]
dateline: Received September 5, 10.7 a.m. OTTAWA, September 4. bbox=[281, 638, 402, 653]
